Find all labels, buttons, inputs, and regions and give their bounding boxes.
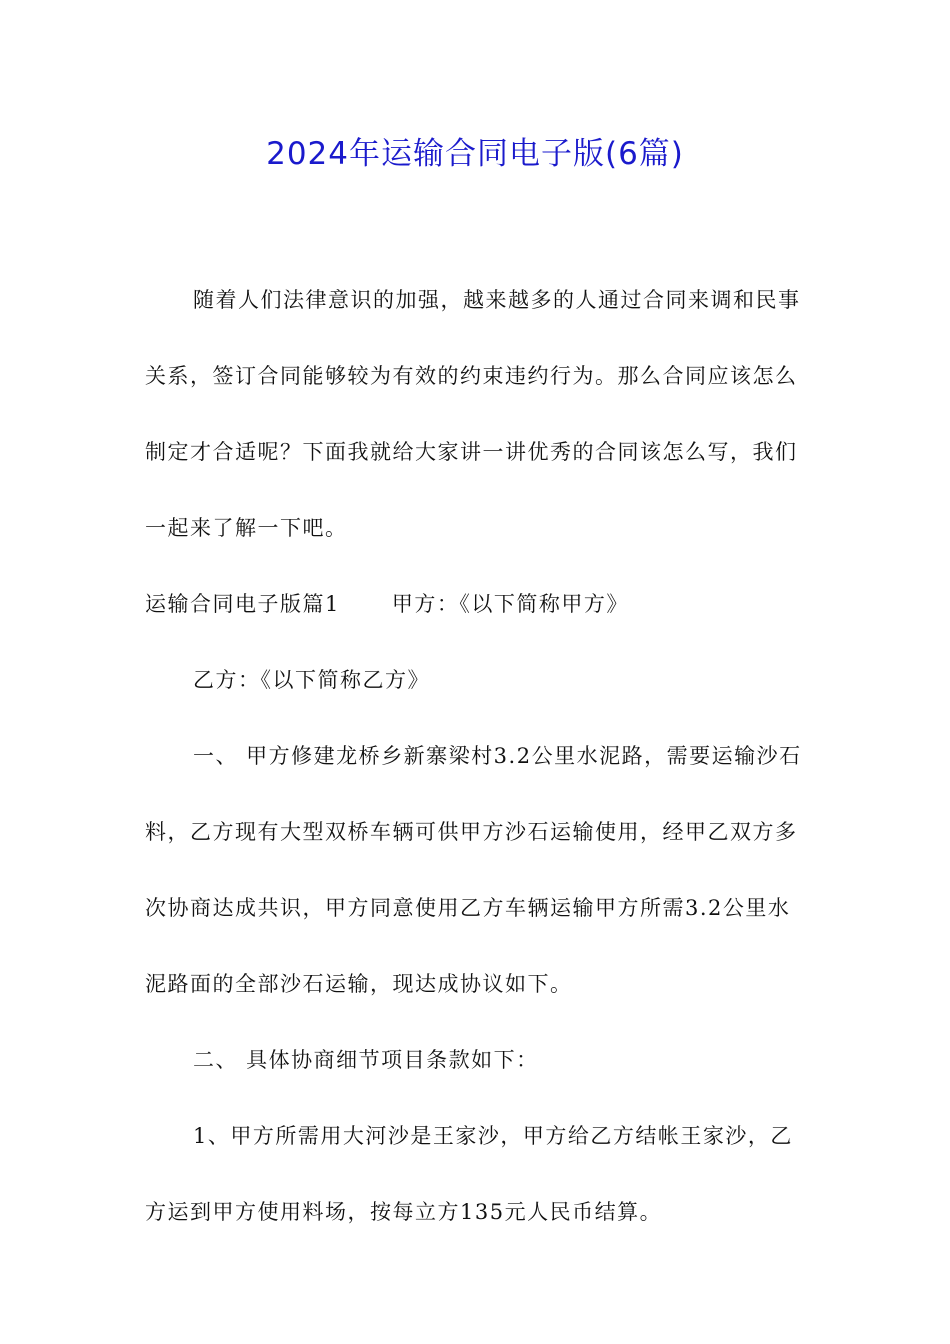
party-a-line: 甲方：《以下简称甲方》 [391,592,629,616]
clause-2-paragraph: 二、 具体协商细节项目条款如下： [193,1048,539,1072]
document-body [145,262,805,1250]
section-line [145,566,805,642]
section-heading: 运输合同电子版篇1 [145,592,340,616]
party-b-line: 乙方：《以下简称乙方》 [193,668,430,692]
document-title: 2024年运输合同电子版(6篇) [266,136,684,172]
clause-1-paragraph: 一、 甲方修建龙桥乡新寨梁村3.2公里水泥路，需要运输沙石料，乙方现有大型双桥车辆可供甲方沙石运输使用，经甲乙双方多次协商达成共识，甲方同意使用乙方车辆运输甲方所需3.2公里水泥路面的全部沙石运输，现达成协议如下。 [145,744,802,996]
item-1-paragraph: 1、甲方所需用大河沙是王家沙，甲方给乙方结帐王家沙，乙方运到甲方使用料场，按每立方135元人民币结算。 [145,1124,793,1224]
intro-paragraph: 随着人们法律意识的加强，越来越多的人通过合同来调和民事关系，签订合同能够较为有效的约束违约行为。那么合同应该怎么制定才合适呢？下面我就给大家讲一讲优秀的合同该怎么写，我们一起来了解一下吧。 [145,288,801,540]
